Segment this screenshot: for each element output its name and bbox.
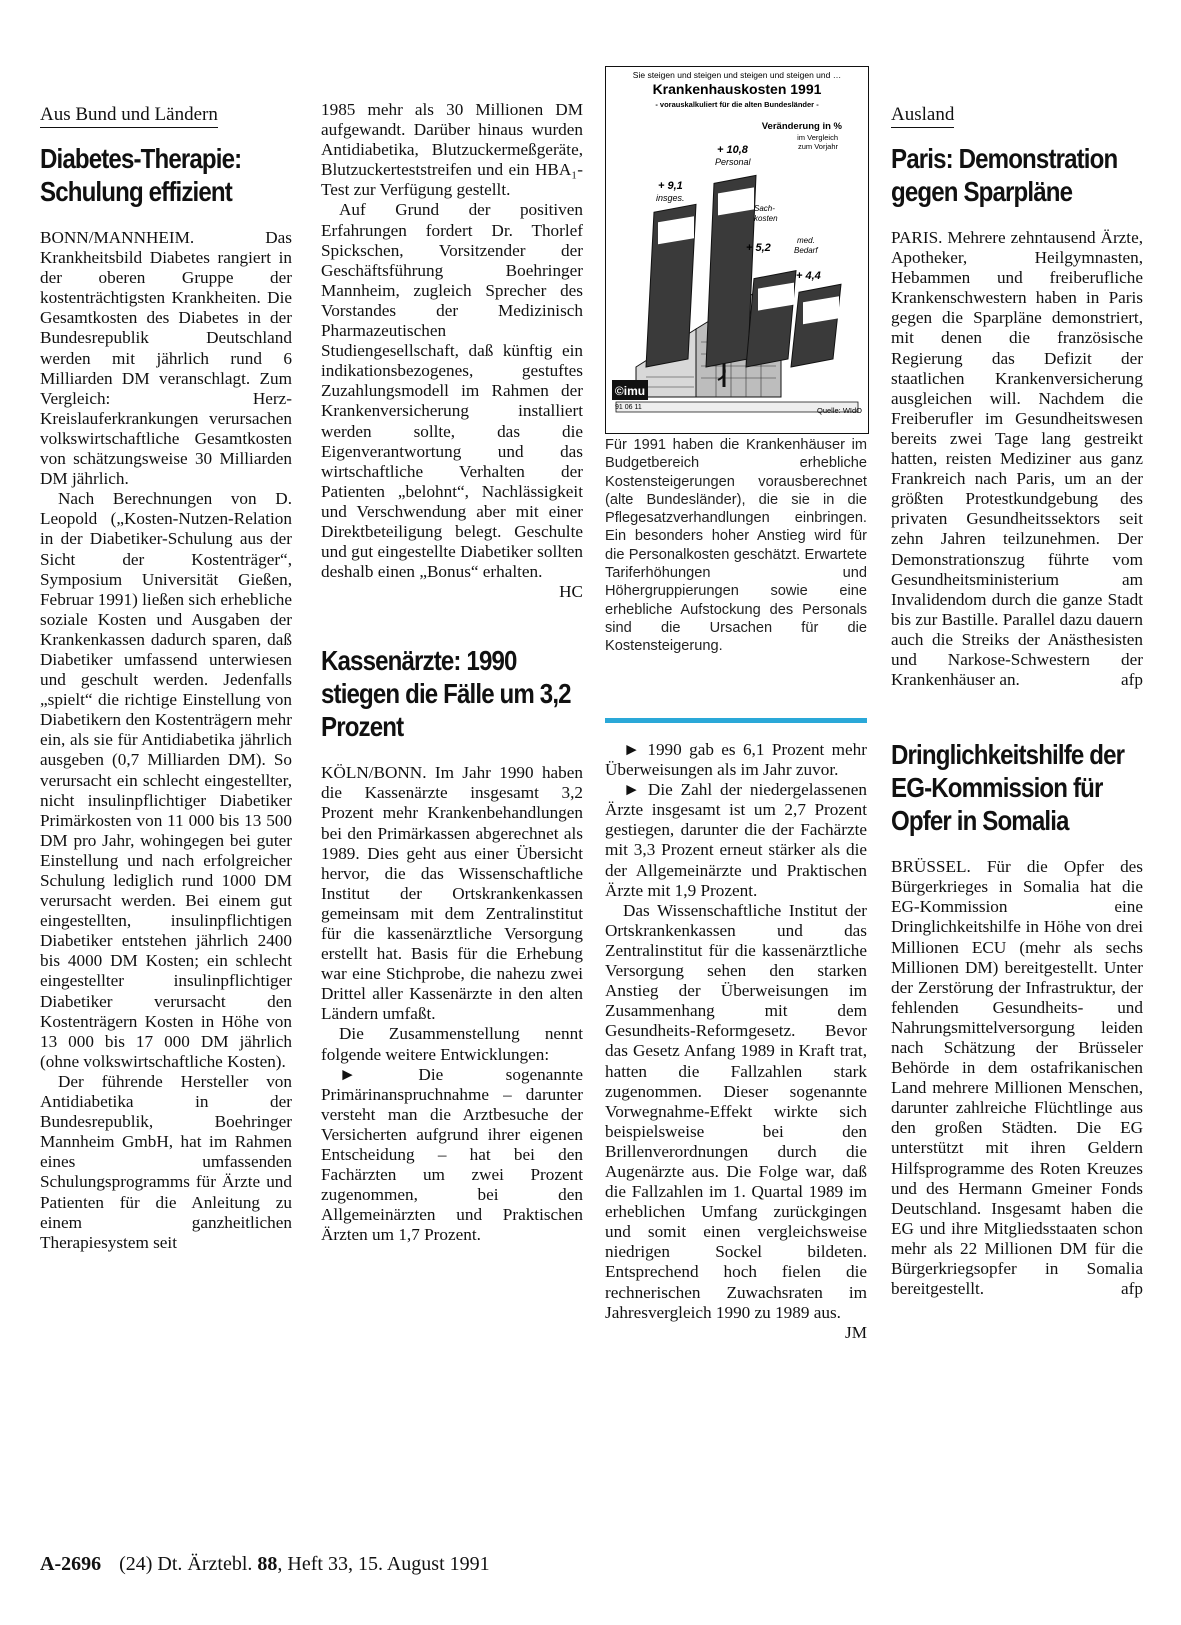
- section-label: Ausland: [891, 104, 954, 128]
- page-number: A-2696: [40, 1553, 102, 1575]
- chart-bar-medbedarf: [791, 284, 841, 367]
- headline-paris: Paris: Demonstration gegen Sparpläne: [891, 143, 1118, 207]
- column-1: [40, 100, 292, 1253]
- author-signature: afp: [1121, 670, 1143, 690]
- author-signature: HC: [559, 582, 583, 602]
- article-diabetes-body: [40, 228, 292, 1253]
- headline-kassenaerzte: Kassenärzte: 1990 stiegen die Fälle um 3,2 Prozent: [321, 645, 571, 743]
- column-3: [605, 740, 867, 1343]
- paragraph: ► Die sogenannte Primärinanspruchnahme – darunter versteht man die Arztbesuche der Versicherten aufgrund ihrer eigenen Entscheidung – hat bei den Fachärzten um zwei Prozent zugenommen, bei den Allgemeinärzten und Praktischen Ärzten um 1,7 Prozent.: [321, 1064, 583, 1245]
- author-signature: JM: [845, 1322, 867, 1342]
- paragraph: ► 1990 gab es 6,1 Prozent mehr Überweisungen als im Jahr zuvor.: [605, 740, 867, 780]
- bar-label-value-personal: + 10,8: [717, 144, 748, 156]
- chart-caption: Für 1991 haben die Krankenhäuser im Budgetbereich erhebliche Kostensteigerungen vorausberechnet (alte Bundesländer), die sie in die Pflegesatzverhandlungen einbringen. Ein besonders hoher Anstieg wird für die Personalkosten geschätzt. Erwartete Tariferhöhungen und Höhergruppierungen sowie eine erhebliche Aufstockung des Personals sind die Ursachen für die Kostensteigerung.: [605, 437, 867, 655]
- bar-label-cat-medbedarf: Bedarf: [794, 246, 818, 255]
- author-signature: afp: [1121, 1279, 1143, 1299]
- citation: (24) Dt. Ärztebl.: [119, 1553, 253, 1575]
- chart-source: Quelle: WIdO: [816, 406, 862, 415]
- article-diabetes-continued: [321, 100, 583, 602]
- chart-svg: [606, 67, 868, 433]
- bar-label-cat-sachkosten: Sach-: [754, 204, 775, 213]
- bar-label-value-medbedarf: + 4,4: [796, 270, 821, 282]
- article-paris-body: [891, 228, 1143, 690]
- chart-title: Krankenhauskosten 1991: [652, 81, 822, 97]
- column-4: [891, 100, 1143, 1299]
- chart-tagline: Sie steigen und steigen und steigen und steigen und …: [632, 70, 842, 80]
- article-kassenaerzte-continued: [605, 740, 867, 1342]
- chart-legend-sub: im Vergleich: [797, 133, 838, 142]
- bar-label-cat-sachkosten: kosten: [754, 214, 778, 223]
- section-divider: [605, 718, 867, 723]
- paragraph: ► Die Zahl der niedergelassenen Ärzte insgesamt ist um 2,7 Prozent gestiegen, darunter die der Fachärzte mit 3,3 Prozent erneut stärker als die der Allgemeinärzte und Praktischen Ärzte mit 1,9 Prozent.: [605, 780, 867, 900]
- paragraph: KÖLN/BONN. Im Jahr 1990 haben die Kassenärzte insgesamt 3,2 Prozent mehr Krankenbehandlungen bei den Primärkassen abgerechnet als 1989. Dies geht aus einer Übersicht hervor, die das Wissenschaftliche Institut der Ortskrankenkassen gemeinsam mit dem Zentralinstitut für die kassenärztliche Versorgung erstellt hat. Basis für die Erhebung war eine Stichprobe, die nahezu zwei Drittel aller Kassenärzte in den alten Ländern umfaßt.: [321, 763, 583, 1024]
- hospital-costs-chart: [605, 66, 869, 434]
- paragraph: Der führende Hersteller von Antidiabetika in der Bundesrepublik, Boehringer Mannheim GmbH, hat im Rahmen eines umfassenden Schulungsprogramms für Ärzte und Patienten für die Anleitung zu einem ganzheitlichen Therapiesystem seit: [40, 1071, 292, 1252]
- citation-rest: , Heft 33, 15. August 1991: [277, 1553, 490, 1575]
- paragraph-text: Auf Grund der positiven Erfahrungen fordert Dr. Thorlef Spickschen, Vorsitzender der Geschäftsführung Boehringer Mannheim, zugleich Sprecher des Vorstandes der Medizinisch Pharmazeutischen Studiengesellschaft, daß künftig ein indikationsbezogenes, gestuftes Zuzahlungsmodell im Rahmen der Krankenversicherung installiert werden sollte, das die Eigenverantwortung und das wirtschaftliche Verhalten der Patienten „belohnt“, Nachlässigkeit und Verschwendung aber mit einer Direktbeteiligung belegt. Geschulte und gut eingestellte Diabetiker sollten deshalb einen „Bonus“ erhalten.: [321, 200, 583, 582]
- paragraph: [891, 857, 1143, 1299]
- chart-legend-sub: zum Vorjahr: [797, 142, 838, 151]
- paragraph: 1985 mehr als 30 Millionen DM aufgewandt. Darüber hinaus wurden Antidiabetika, Blutzuckermeßgeräte, Blutzuckerteststreifen und ein HBA₁-Test zur Verfügung gestellt.: [321, 100, 583, 200]
- chart-code: 91 06 11: [615, 404, 642, 411]
- paragraph: Nach Berechnungen von D. Leopold („Kosten-Nutzen-Relation in der Diabetiker-Schulung aus der Sicht der Kostenträger“, Symposium Universität Gießen, Februar 1991) ließen sich erhebliche soziale Kosten und Ausgaben der Krankenkassen dadurch sparen, daß Diabetiker umfassend unterwiesen und geschult werden. Jedenfalls „spielt“ die richtige Einstellung von Diabetikern den Kostenträgern mehr ein, als sie für Antidiabetika jährlich ausgeben (0,7 Milliarden DM). So verursacht ein schlecht eingestellter, nicht insulinpflichtiger Diabetiker Primärkosten von 11 000 bis 13 500 DM pro Jahr, wohingegen bei guter Einstellung und nach erfolgreicher Schulung lediglich rund 1000 DM verursacht werden. Bei einem gut eingestellten, insulinpflichtigen Diabetiker entstehen jährlich 2400 bis 4000 DM Kosten; ein schlecht eingestellter insulinpflichtiger Diabetiker verursacht den Kostenträgern Kosten in Höhe von 13 000 bis 17 000 DM jährlich (ohne volkswirtschaftliche Kosten).: [40, 489, 292, 1071]
- paragraph-text: BRÜSSEL. Für die Opfer des Bürgerkrieges in Somalia hat die EG-Kommission eine Dringlichkeitshilfe in Höhe von drei Millionen ECU (mehr als sechs Millionen DM) bereitgestellt. Unter der Zerstörung der Infrastruktur, der fehlenden Gesundheits- und Nahrungsmittelversorgung leiden nach Schätzung der Brüsseler Behörde in dem ostafrikanischen Land mehrere Millionen Menschen, darunter zahlreiche Flüchtlinge aus den großen Städten. Die EG unterstützt mit ihren Geldern Hilfsprogramme des Roten Kreuzes und des Hermann Gmeiner Fonds Deutschland. Insgesamt haben die EG und ihre Mitgliedsstaaten schon mehr als 22 Millionen DM für die Bürgerkriegsopfer in Somalia bereitgestellt.: [891, 857, 1143, 1299]
- paragraph: [605, 900, 867, 1342]
- chart-subtitle: - vorauskalkuliert für die alten Bundesländer -: [655, 100, 819, 109]
- article-somalia-body: [891, 857, 1143, 1299]
- page-footer: [40, 1553, 490, 1576]
- paragraph: BONN/MANNHEIM. Das Krankheitsbild Diabetes rangiert in der oberen Gruppe der kostenträchtigsten Krankheiten. Die Gesamtkosten des Diabetes in der Bundesrepublik Deutschland werden mit jährlich rund 6 Milliarden DM veranschlagt. Zum Vergleich: Herz-Kreislauferkrankungen verursachen volkswirtschaftliche Gesamtkosten von schätzungsweise 30 Milliarden DM jährlich.: [40, 228, 292, 489]
- bar-label-cat-medbedarf: med.: [797, 236, 815, 245]
- section-label: Aus Bund und Ländern: [40, 104, 218, 128]
- imu-logo-text: ©imu: [614, 384, 646, 398]
- headline-diabetes: Diabetes-Therapie: Schulung effizient: [40, 143, 242, 207]
- bar-label-cat-insges: insges.: [656, 193, 685, 203]
- paragraph-text: Das Wissenschaftliche Institut der Ortskrankenkassen und das Zentralinstitut für die kassenärztliche Versorgung sehen den starken Anstieg der Überweisungen im Zusammenhang mit dem Gesundheits-Reformgesetz. Bevor das Gesetz Anfang 1989 in Kraft trat, hatten die Fallzahlen stark zugenommen. Dieser sogenannte Vorwegnahme-Effekt wirkte sich beispielsweise bei den Brillenverordnungen durch die Augenärzte aus. Die Folge war, daß die Fallzahlen im 1. Quartal 1989 im erheblichen Umfang zurückgingen und somit einen vergleichsweise niedrigen Sockel bildeten. Entsprechend hoch fielen die rechnerischen Zuwachsraten im Jahresvergleich 1990 zu 1989 aus.: [605, 900, 867, 1322]
- headline-somalia: Dringlichkeitshilfe der EG-Kommission für Opfer in Somalia: [891, 739, 1125, 837]
- volume: 88: [257, 1553, 278, 1575]
- article-kassenaerzte-body: [321, 763, 583, 1245]
- chart-legend-title: Veränderung in %: [761, 121, 842, 132]
- paragraph: [321, 200, 583, 602]
- paragraph: [891, 228, 1143, 690]
- column-2: [321, 100, 583, 1246]
- bar-label-cat-personal: Personal: [715, 157, 751, 167]
- paragraph-text: PARIS. Mehrere zehntausend Ärzte, Apotheker, Heilgymnasten, Hebammen und freiberufliche Krankenschwestern haben in Paris gegen die Sparpläne demonstriert, mit denen die französische Regierung das Defizit der staatlichen Krankenversicherung ausgleichen will. Nachdem die Freiberufler im Gesundheitswesen bereits zwei Tage lang gestreikt hatten, reisten Mediziner aus ganz Frankreich nach Paris, um an der größten Protestkundgebung des privaten Gesundheitssektors seit zehn Jahren teilzunehmen. Der Demonstrationszug führte vom Gesundheitsministerium am Invalidendom durch die ganze Stadt bis zur Bastille. Parallel dazu dauern auch die Streiks der Anästhesisten und Narkose-Schwestern der Krankenhäuser an.: [891, 228, 1143, 690]
- paragraph: Die Zusammenstellung nennt folgende weitere Entwicklungen:: [321, 1024, 583, 1064]
- bar-label-value-sachkosten: + 5,2: [746, 242, 771, 254]
- bar-label-value-insges: + 9,1: [658, 180, 683, 192]
